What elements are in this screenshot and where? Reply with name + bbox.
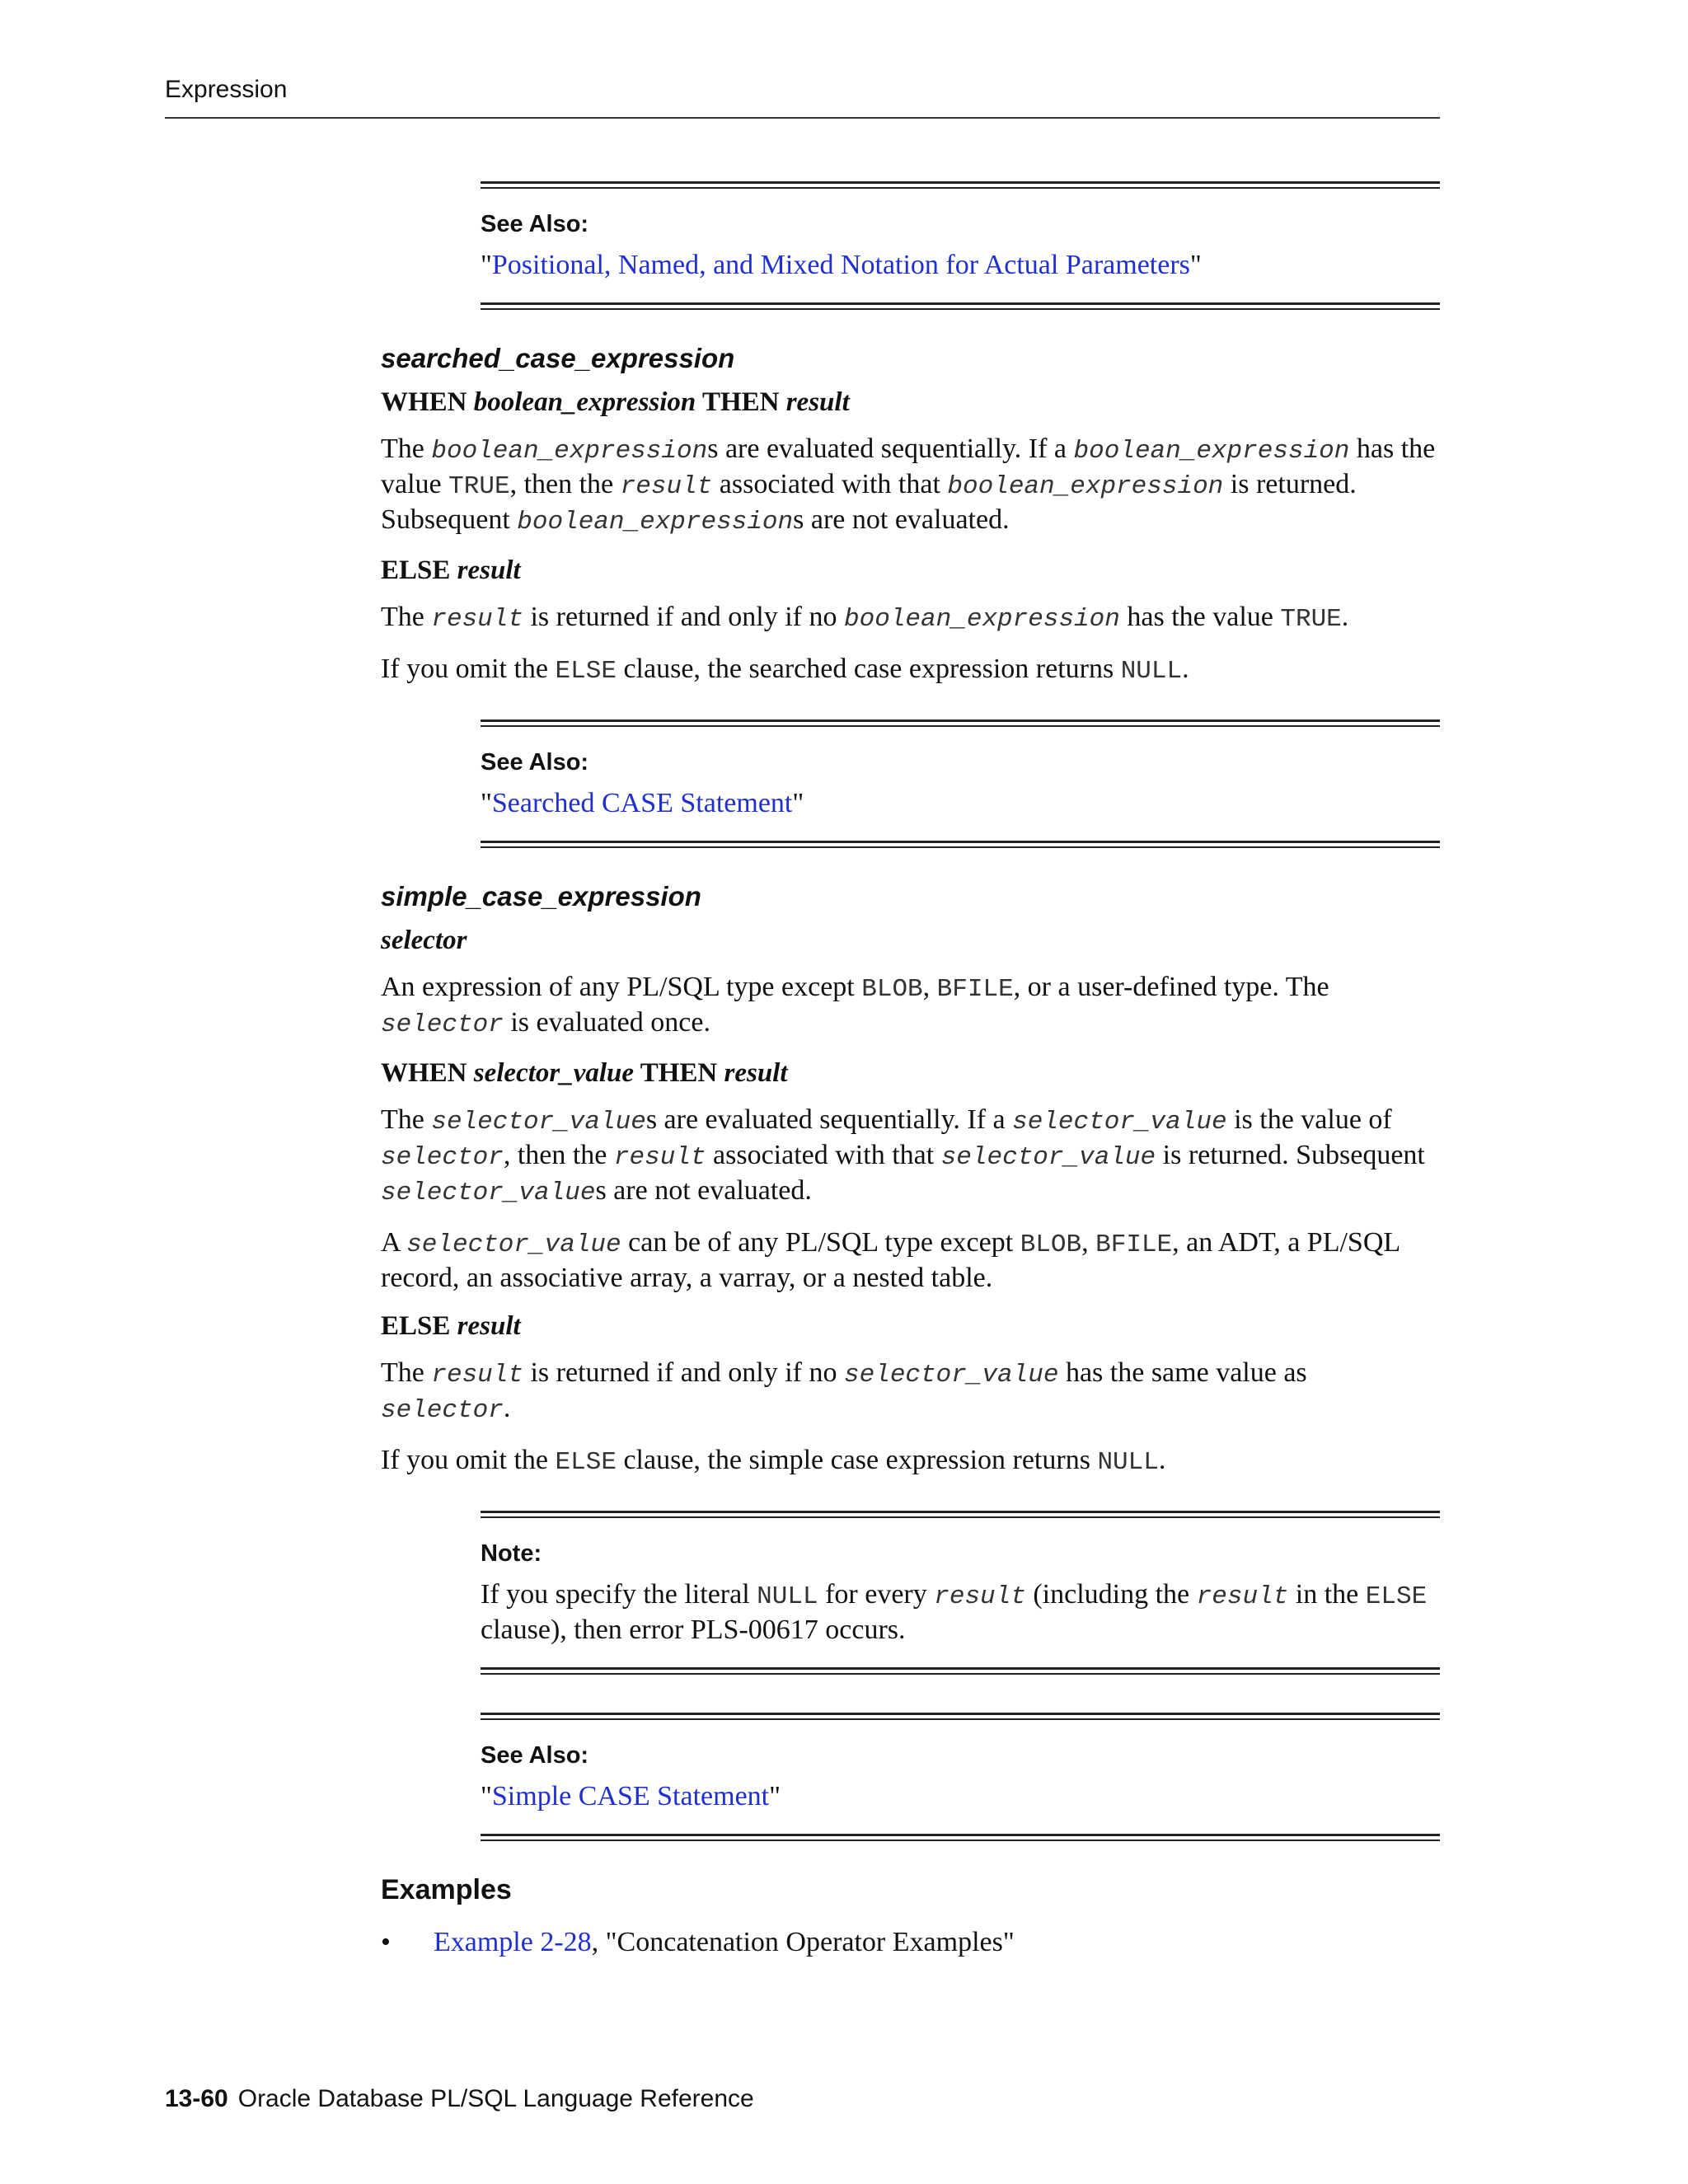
paragraph: The boolean_expressions are evaluated sequentially. If a boolean_expression has the value TRUE, then the result associated with that boolean_expression is returned. Subsequent boolean_expressions are not evaluated. — [381, 434, 1436, 537]
term-selector: selector — [381, 926, 467, 955]
paragraph: The selector_values are evaluated sequentially. If a selector_value is the value of selector, then the result associated with that selector_value is returned. Subsequent selector_values are not evaluated. — [381, 1104, 1425, 1207]
page-content — [381, 181, 1440, 1959]
paragraph: If you omit the ELSE clause, the searched case expression returns NULL. — [381, 654, 1189, 686]
box-bottom-rule — [481, 1834, 1440, 1841]
term-else: ELSE result — [381, 555, 521, 585]
see-also-label: See Also: — [481, 211, 589, 237]
list-item — [381, 1926, 1440, 1959]
box-bottom-rule — [481, 1667, 1440, 1675]
see-also-box — [481, 181, 1440, 310]
box-top-rule — [481, 1713, 1440, 1720]
page-footer — [165, 2085, 754, 2113]
book-title: Oracle Database PL/SQL Language Reference — [237, 2085, 754, 2112]
term-when: WHEN selector_value THEN result — [381, 1058, 788, 1088]
note-text: If you specify the literal NULL for every result (including the result in the ELSE clause), then error PLS-00617 occurs. — [481, 1579, 1428, 1645]
note-box — [481, 1511, 1440, 1675]
see-also-box — [481, 1713, 1440, 1841]
see-also-link-line: "Simple CASE Statement" — [481, 1781, 781, 1811]
paragraph: The result is returned if and only if no selector_value has the same value as selector. — [381, 1357, 1307, 1425]
paragraph: A selector_value can be of any PL/SQL type except BLOB, BFILE, an ADT, a PL/SQL record, an associative array, a varray, or a nested table. — [381, 1227, 1400, 1293]
section-title: searched_case_expression — [381, 343, 735, 373]
box-top-rule — [481, 719, 1440, 727]
term-when: WHEN boolean_expression THEN result — [381, 387, 850, 417]
examples-heading: Examples — [381, 1874, 512, 1905]
term-else: ELSE result — [381, 1311, 521, 1341]
see-also-link-line: "Positional, Named, and Mixed Notation for Actual Parameters" — [481, 250, 1202, 280]
see-also-link[interactable]: Searched CASE Statement — [491, 788, 793, 818]
see-also-link[interactable]: Positional, Named, and Mixed Notation for Actual Parameters — [491, 250, 1190, 280]
header-rule — [165, 117, 1440, 119]
see-also-label: See Also: — [481, 749, 589, 776]
box-bottom-rule — [481, 302, 1440, 310]
see-also-box — [481, 719, 1440, 848]
see-also-label: See Also: — [481, 1742, 589, 1769]
running-header: Expression — [165, 76, 288, 103]
box-top-rule — [481, 181, 1440, 189]
see-also-link[interactable]: Simple CASE Statement — [491, 1781, 770, 1811]
paragraph: The result is returned if and only if no boolean_expression has the value TRUE. — [381, 602, 1349, 634]
see-also-link-line: "Searched CASE Statement" — [481, 788, 804, 818]
page-number: 13-60 — [165, 2085, 228, 2112]
paragraph: An expression of any PL/SQL type except BLOB, BFILE, or a user-defined type. The selector is evaluated once. — [381, 972, 1329, 1039]
box-top-rule — [481, 1511, 1440, 1518]
paragraph: If you omit the ELSE clause, the simple case expression returns NULL. — [381, 1445, 1166, 1477]
box-bottom-rule — [481, 841, 1440, 848]
section-title: simple_case_expression — [381, 881, 701, 912]
example-item-text: , "Concatenation Operator Examples" — [591, 1927, 1015, 1957]
bullet-icon: • — [381, 1927, 391, 1957]
note-label: Note: — [481, 1540, 542, 1567]
example-link[interactable]: Example 2-28 — [434, 1927, 592, 1957]
